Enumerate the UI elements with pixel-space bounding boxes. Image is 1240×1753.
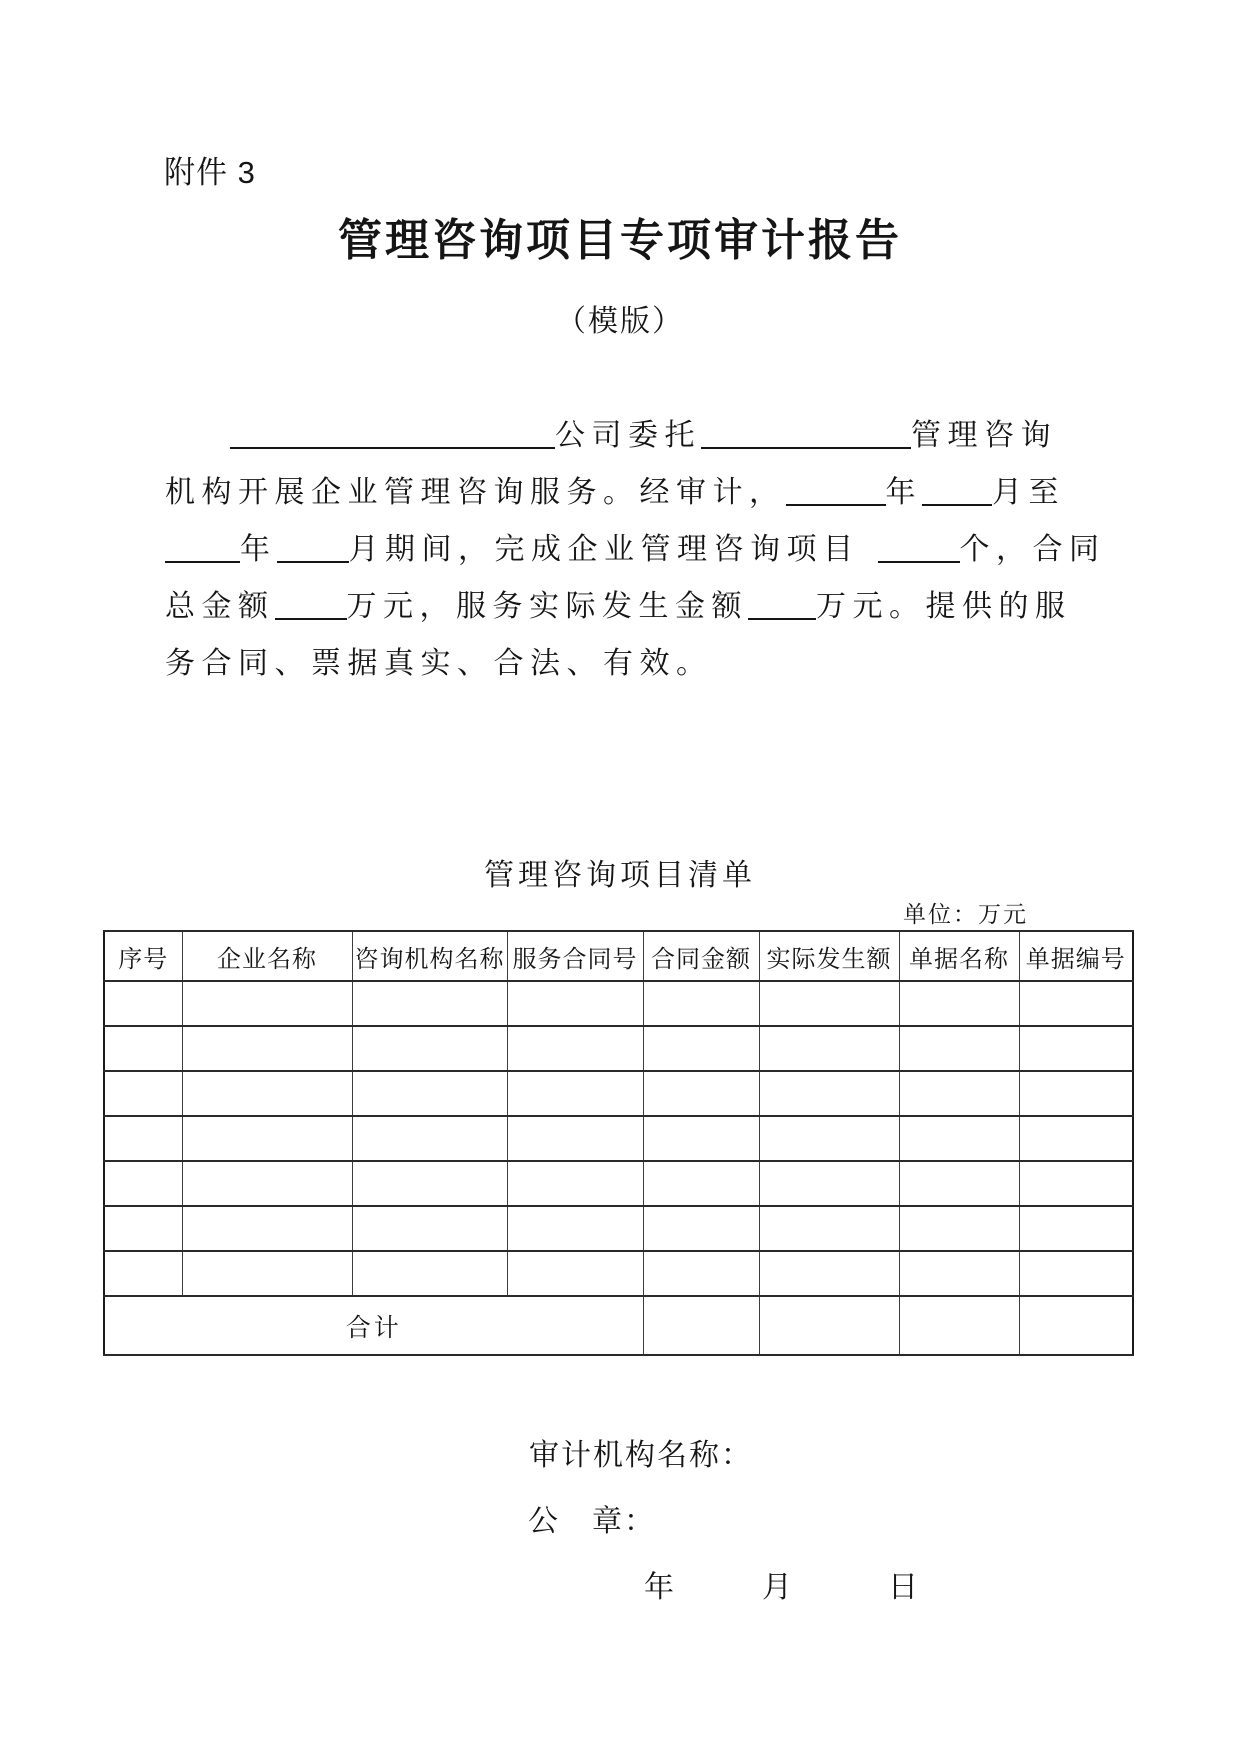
table-cell-empty (1019, 1116, 1133, 1161)
paragraph-text: 万元，服务实际发生金额 (346, 590, 748, 623)
document-title: 管理咨询项目专项审计报告 (338, 216, 902, 265)
paragraph-text: 公司委托 (555, 419, 701, 452)
header-cell-contract-no: 服务合同号 (507, 931, 643, 981)
table-cell-empty (352, 1251, 507, 1296)
paragraph-text: 务合同、票据真实、合法、有效。 (165, 647, 713, 680)
table-cell-empty (507, 1206, 643, 1251)
table-cell-empty (759, 1251, 899, 1296)
paragraph-text: 机构开展企业管理咨询服务。经审计， (165, 476, 786, 509)
table-cell-empty (1019, 1296, 1133, 1355)
paragraph-line-2 (165, 464, 1106, 521)
table-row (104, 1026, 1133, 1071)
table-cell-empty (1019, 1251, 1133, 1296)
paragraph-line-1 (165, 407, 1106, 464)
table-cell-empty (104, 1251, 182, 1296)
table-cell-empty (352, 1206, 507, 1251)
table-cell-empty (759, 1026, 899, 1071)
blank-field-company-name (230, 446, 555, 449)
table-row (104, 1206, 1133, 1251)
table-title: 管理咨询项目清单 (484, 859, 756, 892)
table-cell-empty (507, 981, 643, 1026)
paragraph-text: 年 (885, 476, 922, 509)
blank-field-end-year (165, 560, 240, 563)
header-cell-doc-name: 单据名称 (899, 931, 1019, 981)
auditor-name-label: 审计机构名称： (529, 1439, 753, 1472)
table-cell-empty (899, 1116, 1019, 1161)
table-cell-empty (1019, 981, 1133, 1026)
paragraph-text: 管理咨询 (911, 419, 1057, 452)
header-cell-actual-amount: 实际发生额 (759, 931, 899, 981)
table-cell-empty (643, 1071, 759, 1116)
paragraph-text: 个，合同 (959, 533, 1106, 566)
blank-field-contract-total (275, 617, 347, 620)
table-cell-empty (899, 981, 1019, 1026)
paragraph-line-5 (165, 635, 1106, 692)
table-cell-empty (899, 1161, 1019, 1206)
blank-field-start-month (922, 503, 992, 506)
blank-field-agency-name (701, 446, 911, 449)
blank-field-actual-amount (748, 617, 816, 620)
table-cell-empty (182, 1206, 352, 1251)
table-cell-empty (104, 981, 182, 1026)
header-cell-index: 序号 (104, 931, 182, 981)
table-cell-empty (643, 1296, 759, 1355)
table-cell-empty (352, 1071, 507, 1116)
table-cell-empty (507, 1026, 643, 1071)
table-cell-empty (899, 1026, 1019, 1071)
table-cell-empty (899, 1071, 1019, 1116)
attachment-label: 附件 3 (164, 155, 256, 190)
table-body (104, 981, 1133, 1296)
header-cell-doc-no: 单据编号 (1019, 931, 1133, 981)
header-cell-contract-amount: 合同金额 (643, 931, 759, 981)
table-cell-empty (182, 1071, 352, 1116)
table-cell-empty (507, 1116, 643, 1161)
table-cell-empty (104, 1161, 182, 1206)
table-cell-empty (352, 981, 507, 1026)
paragraph-text: 万元。提供的服 (816, 590, 1072, 623)
total-label: 合计 (104, 1296, 643, 1355)
table-cell-empty (507, 1251, 643, 1296)
table-cell-empty (352, 1026, 507, 1071)
header-cell-company: 企业名称 (182, 931, 352, 981)
document-subtitle: （模版） (556, 305, 684, 338)
blank-field-end-month (277, 560, 349, 563)
blank-field-project-count (878, 560, 960, 563)
table-row (104, 1071, 1133, 1116)
table-cell-empty (643, 1206, 759, 1251)
paragraph-text: 月期间，完成企业管理咨询项目 (348, 533, 860, 566)
month-label: 月 (762, 1571, 792, 1604)
paragraph-line-4 (165, 578, 1106, 635)
blank-field-start-year (786, 503, 886, 506)
table-cell-empty (759, 1116, 899, 1161)
table-cell-empty (899, 1296, 1019, 1355)
table-cell-empty (104, 1206, 182, 1251)
day-label: 日 (888, 1571, 918, 1604)
total-row (104, 1296, 1133, 1355)
table-cell-empty (643, 1161, 759, 1206)
header-cell-agency: 咨询机构名称 (352, 931, 507, 981)
table-cell-empty (759, 1206, 899, 1251)
table-cell-empty (182, 1161, 352, 1206)
table-row (104, 1116, 1133, 1161)
table-cell-empty (507, 1071, 643, 1116)
table-header-row (104, 931, 1133, 981)
table-cell-empty (1019, 1206, 1133, 1251)
table-cell-empty (182, 981, 352, 1026)
body-paragraph (165, 407, 1106, 692)
table-cell-empty (899, 1251, 1019, 1296)
table-row (104, 1161, 1133, 1206)
table-cell-empty (104, 1026, 182, 1071)
table-cell-empty (759, 1296, 899, 1355)
unit-label: 单位：万元 (903, 902, 1028, 927)
table-cell-empty (182, 1026, 352, 1071)
table-cell-empty (643, 1026, 759, 1071)
table-cell-empty (104, 1116, 182, 1161)
table-cell-empty (643, 1116, 759, 1161)
table-cell-empty (352, 1116, 507, 1161)
table-cell-empty (1019, 1071, 1133, 1116)
paragraph-line-3 (165, 521, 1106, 578)
table-cell-empty (182, 1116, 352, 1161)
paragraph-text: 月至 (992, 476, 1065, 509)
table-cell-empty (643, 1251, 759, 1296)
projects-table (103, 930, 1134, 1356)
table-cell-empty (1019, 1161, 1133, 1206)
year-label: 年 (644, 1571, 674, 1604)
table-row (104, 981, 1133, 1026)
table-cell-empty (759, 1071, 899, 1116)
table-cell-empty (1019, 1026, 1133, 1071)
table-cell-empty (182, 1251, 352, 1296)
table-cell-empty (759, 1161, 899, 1206)
table-cell-empty (352, 1161, 507, 1206)
date-line (644, 1562, 918, 1606)
table-cell-empty (104, 1071, 182, 1116)
paragraph-text: 总金额 (165, 590, 275, 623)
table-cell-empty (759, 981, 899, 1026)
seal-label: 公 章： (528, 1505, 656, 1538)
table-row (104, 1251, 1133, 1296)
paragraph-text: 年 (240, 533, 277, 566)
table-cell-empty (899, 1206, 1019, 1251)
table-cell-empty (643, 981, 759, 1026)
table-cell-empty (507, 1161, 643, 1206)
